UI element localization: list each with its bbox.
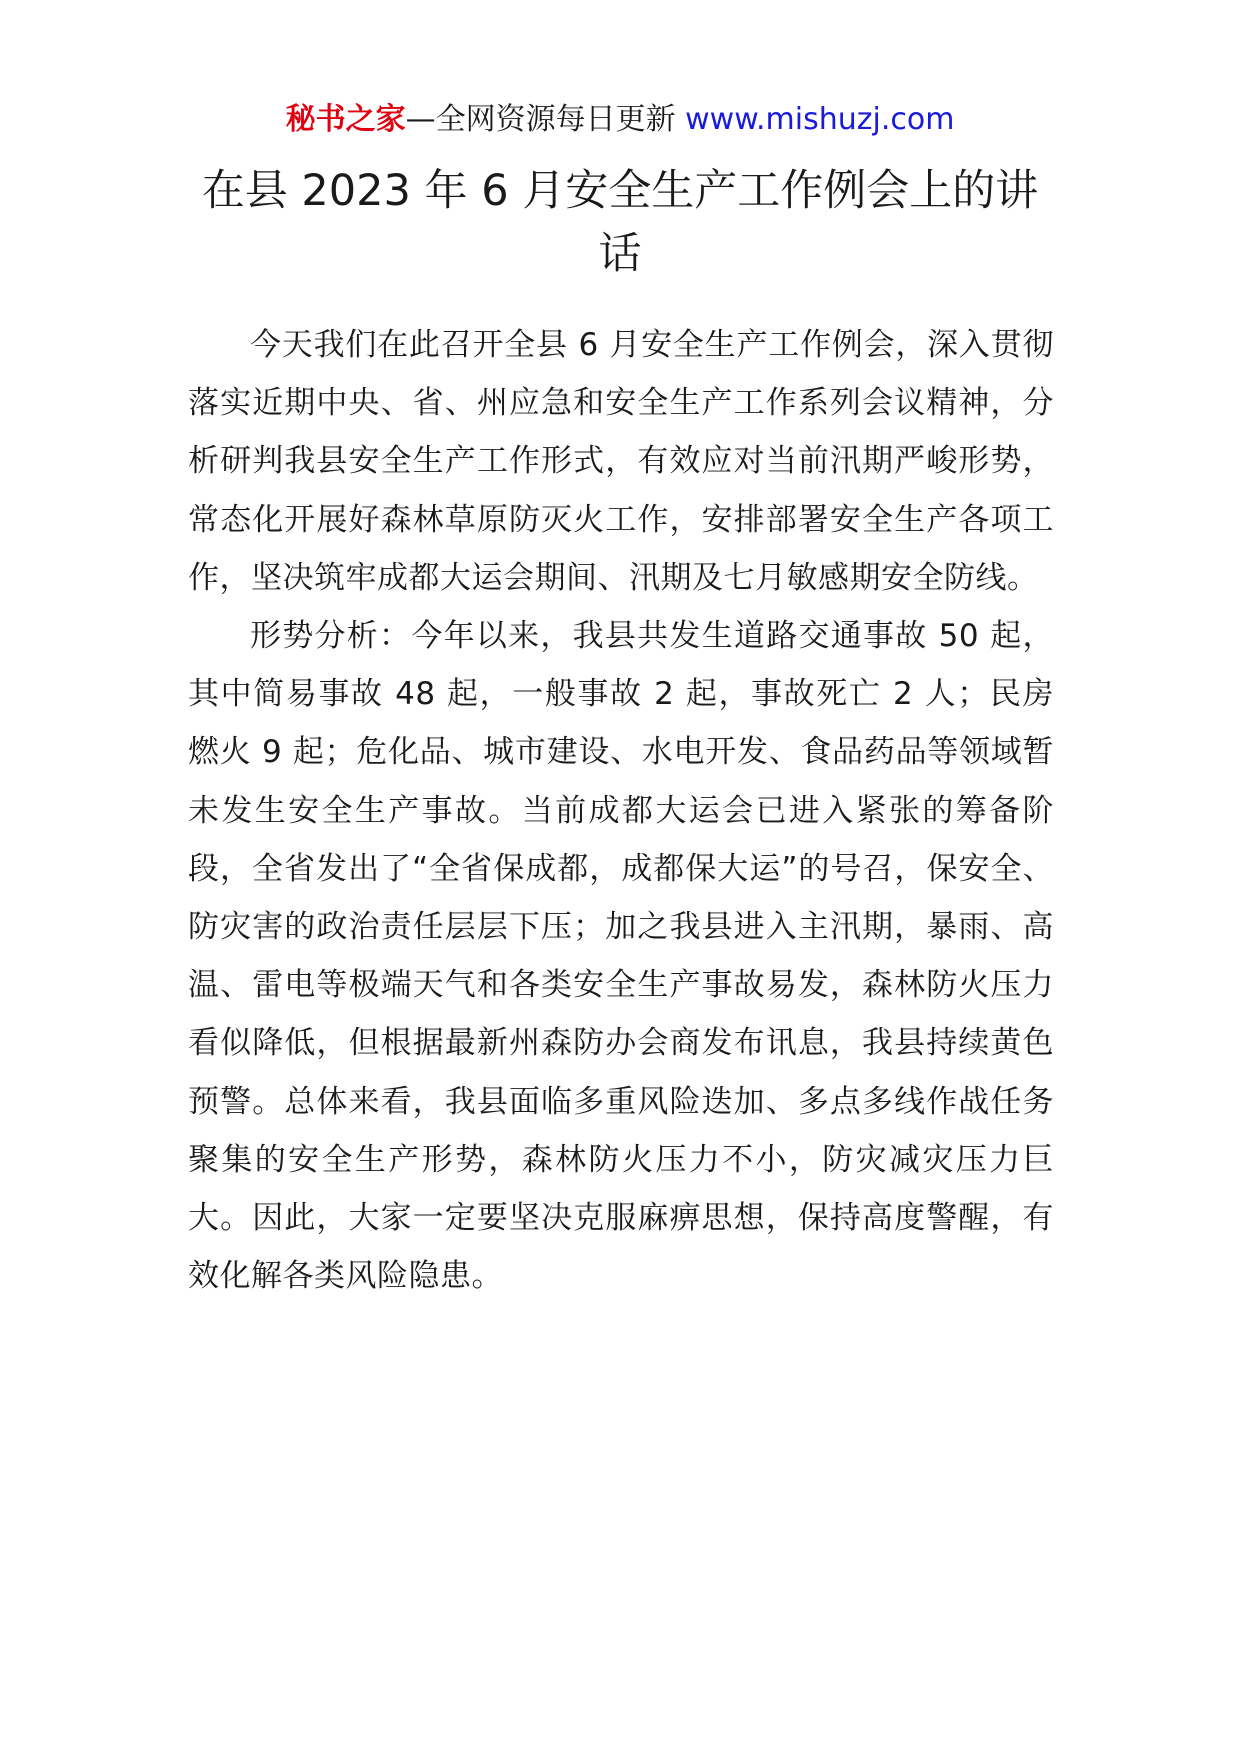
document-body bbox=[188, 316, 1054, 1305]
paragraph-intro: 今天我们在此召开全县 6 月安全生产工作例会，深入贯彻落实近期中央、省、州应急和安全生产工作系列会议精神，分析研判我县安全生产工作形式，有效应对当前汛期严峻形势，常态化开展好森林草原防灭火工作，安排部署安全生产各项工作，坚决筑牢成都大运会期间、汛期及七月敏感期安全防线。 bbox=[188, 327, 1054, 596]
brand-name: 秘书之家 bbox=[285, 102, 406, 137]
header-tagline: —全网资源每日更新 bbox=[405, 102, 686, 137]
paragraph-situation-analysis: 形势分析：今年以来，我县共发生道路交通事故 50 起，其中简易事故 48 起，一般事故 2 起，事故死亡 2 人；民房燃火 9 起；危化品、城市建设、水电开发、食品药品等领域暂未发生安全生产事故。当前成都大运会已进入紧张的筹备阶段，全省发出了“全省保成都，成都保大运”的号召，保安全、防灾害的政治责任层层下压；加之我县进入主汛期，暴雨、高温、雷电等极端天气和各类安全生产事故易发，森林防火压力看似降低，但根据最新州森防办会商发布讯息，我县持续黄色预警。总体来看，我县面临多重风险迭加、多点多线作战任务聚集的安全生产形势，森林防火压力不小，防灾减灾压力巨大。因此，大家一定要坚决克服麻痹思想，保持高度警醒，有效化解各类风险隐患。 bbox=[188, 618, 1054, 1295]
website-link[interactable]: www.mishuzj.com bbox=[685, 102, 955, 137]
watermark-header bbox=[0, 100, 1240, 140]
document-title: 在县 2023 年 6 月安全生产工作例会上的讲话 bbox=[201, 166, 1039, 279]
